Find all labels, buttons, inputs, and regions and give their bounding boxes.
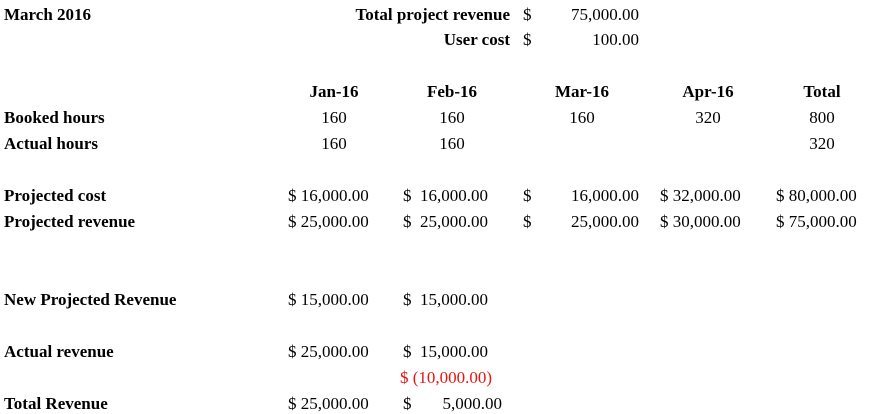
column-header-total: Total <box>803 82 841 101</box>
booked-hours-mar: 160 <box>569 108 595 127</box>
booked-hours-jan: 160 <box>321 108 347 127</box>
new-projected-revenue-label: New Projected Revenue <box>4 290 177 309</box>
projected-revenue-mar-currency: $ <box>523 212 532 231</box>
projected-revenue-mar: 25,000.00 <box>571 212 639 231</box>
revenue-variance: $ (10,000.00) <box>400 368 493 387</box>
new-projected-revenue-jan: $ 15,000.00 <box>288 290 369 309</box>
projected-revenue-total: $ 75,000.00 <box>776 212 857 231</box>
total-revenue-label: Total Revenue <box>4 394 108 413</box>
column-header-feb: Feb-16 <box>426 82 478 101</box>
user-cost-currency: $ <box>523 30 532 49</box>
projected-revenue-jan: $ 25,000.00 <box>288 212 369 231</box>
actual-revenue-jan: $ 25,000.00 <box>288 342 369 361</box>
total-revenue-feb: 5,000.00 <box>442 394 502 413</box>
actual-hours-feb: 160 <box>439 134 465 153</box>
column-header-jan: Jan-16 <box>309 82 359 101</box>
actual-revenue-label: Actual revenue <box>4 342 114 361</box>
projected-cost-apr: $ 32,000.00 <box>660 186 741 205</box>
period-title: March 2016 <box>4 5 92 24</box>
total-revenue-feb-currency: $ <box>403 394 412 413</box>
booked-hours-total: 800 <box>809 108 835 127</box>
projected-cost-jan: $ 16,000.00 <box>288 186 369 205</box>
booked-hours-apr: 320 <box>695 108 721 127</box>
total-revenue-jan: $ 25,000.00 <box>288 394 369 413</box>
actual-revenue-feb: $ 15,000.00 <box>403 342 488 361</box>
projected-revenue-feb: $ 25,000.00 <box>403 212 488 231</box>
booked-hours-feb: 160 <box>439 108 465 127</box>
projected-revenue-apr: $ 30,000.00 <box>660 212 741 231</box>
total-project-revenue-label: Total project revenue <box>355 5 510 24</box>
total-project-revenue-currency: $ <box>523 5 532 24</box>
projected-cost-total: $ 80,000.00 <box>776 186 857 205</box>
column-header-mar: Mar-16 <box>554 82 610 101</box>
projected-cost-label: Projected cost <box>4 186 107 205</box>
projected-cost-feb: $ 16,000.00 <box>403 186 488 205</box>
projected-cost-mar: 16,000.00 <box>571 186 639 205</box>
actual-hours-jan: 160 <box>321 134 347 153</box>
actual-hours-label: Actual hours <box>4 134 98 153</box>
column-header-apr: Apr-16 <box>682 82 734 101</box>
actual-hours-total: 320 <box>809 134 835 153</box>
projected-cost-mar-currency: $ <box>523 186 532 205</box>
user-cost-label: User cost <box>443 30 510 49</box>
user-cost-value: 100.00 <box>592 30 639 49</box>
booked-hours-label: Booked hours <box>4 108 105 127</box>
total-project-revenue-value: 75,000.00 <box>571 5 639 24</box>
new-projected-revenue-feb: $ 15,000.00 <box>403 290 488 309</box>
projected-revenue-label: Projected revenue <box>4 212 136 231</box>
